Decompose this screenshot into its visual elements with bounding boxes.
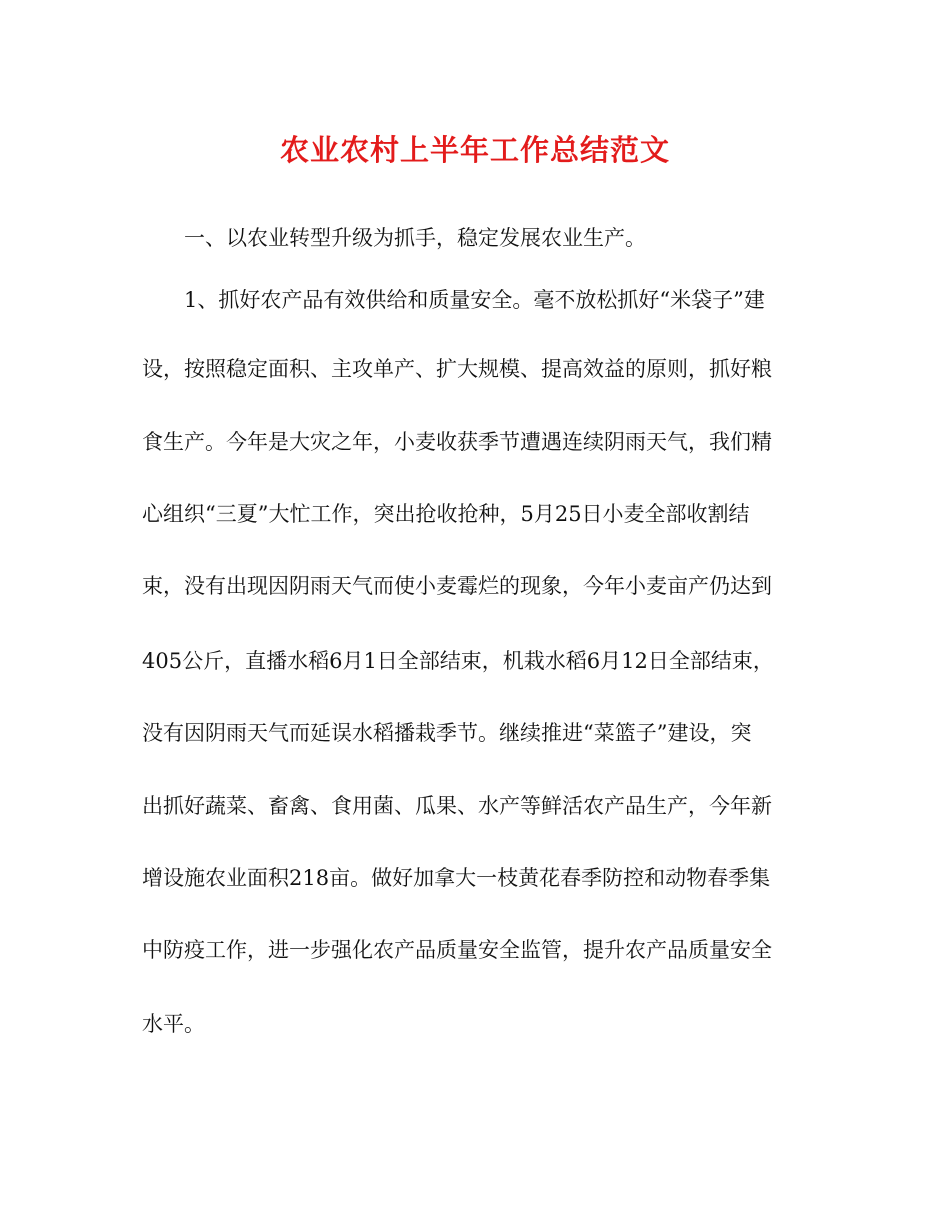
section-heading: 一、以农业转型升级为抓手，稳定发展农业生产。 [184,226,646,250]
paragraph-line: 心组织“三夏”大忙工作，突出抢收抢种，5月25日小麦全部收割结 [142,502,750,526]
paragraph-line: 1、抓好农产品有效供给和质量安全。毫不放松抓好“米袋子”建 [184,288,765,312]
paragraph-line: 中防疫工作，进一步强化农产品质量安全监管，提升农产品质量安全 [142,938,772,962]
paragraph-line: 增设施农业面积218亩。做好加拿大一枝黄花春季防控和动物春季集 [142,866,771,890]
paragraph-line: 没有因阴雨天气而延误水稻播栽季节。继续推进“菜篮子”建设，突 [142,721,752,745]
paragraph-line: 405公斤，直播水稻6月1日全部结束，机栽水稻6月12日全部结束， [142,649,774,673]
paragraph-line: 设，按照稳定面积、主攻单产、扩大规模、提高效益的原则，抓好粮 [142,357,772,381]
document-title: 农业农村上半年工作总结范文 [279,133,670,167]
paragraph-line: 出抓好蔬菜、畜禽、食用菌、瓜果、水产等鲜活农产品生产，今年新 [142,794,772,818]
paragraph-line: 束，没有出现因阴雨天气而使小麦霉烂的现象，今年小麦亩产仍达到 [142,574,772,598]
paragraph-line: 食生产。今年是大灾之年，小麦收获季节遭遇连续阴雨天气，我们精 [142,430,772,454]
paragraph-line: 水平。 [142,1012,205,1036]
